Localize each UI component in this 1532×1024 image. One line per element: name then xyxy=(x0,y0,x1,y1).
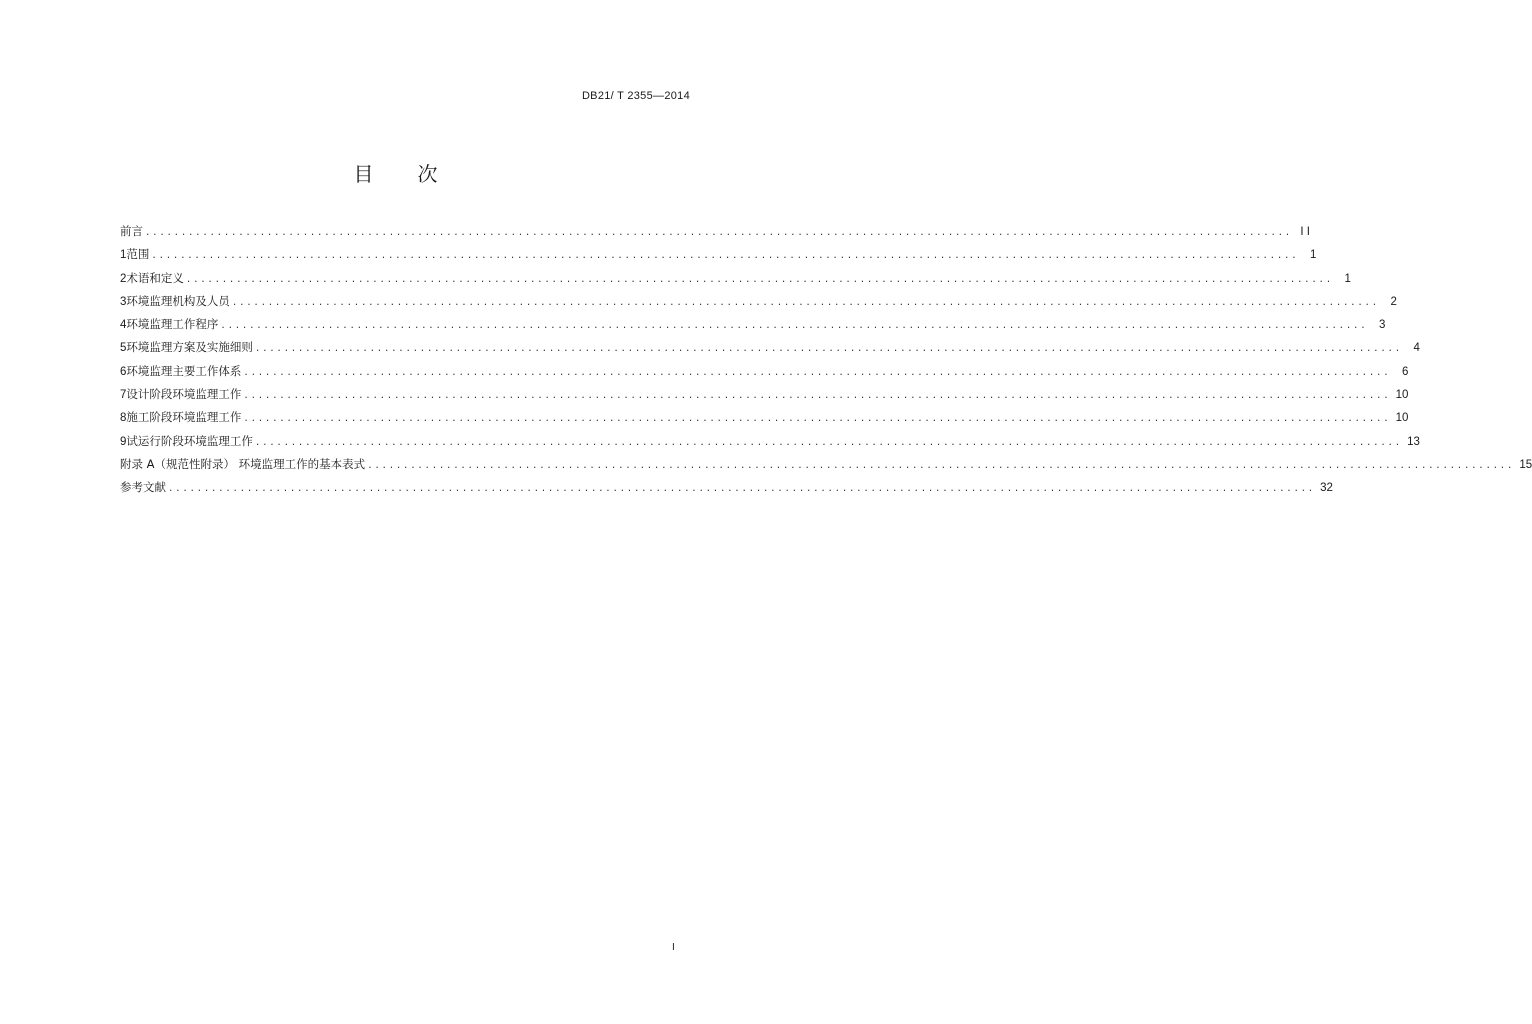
toc-entry-page: 6 xyxy=(1401,365,1409,378)
toc-entry-page: 13 xyxy=(1407,435,1420,448)
toc-entry-foreword[interactable] xyxy=(120,220,1310,243)
table-of-contents xyxy=(120,220,1532,500)
toc-dot-leader: ................................................................................................................................................................ xyxy=(151,251,1299,262)
toc-entry-number: 9 xyxy=(120,435,127,448)
toc-entry-label: 设计阶段环境监理工作 xyxy=(126,387,242,402)
toc-entry-page: 4 xyxy=(1413,342,1420,355)
toc-entry-page: 32 xyxy=(1320,482,1333,495)
toc-entry-references[interactable] xyxy=(120,476,1333,499)
toc-entry-number: 1 xyxy=(120,249,127,262)
toc-dot-leader: ................................................................................................................................................................ xyxy=(243,414,1391,425)
toc-entry-label: 范围 xyxy=(126,247,150,262)
toc-dot-leader: ................................................................................................................................................................ xyxy=(243,391,1391,402)
toc-title-char-1: 目 xyxy=(353,162,374,186)
toc-title-char-2: 次 xyxy=(417,162,438,186)
toc-entry-label: 环境监理方案及实施细则 xyxy=(126,340,253,355)
toc-entry-label: 环境监理工作程序 xyxy=(126,317,219,332)
toc-dot-leader: ................................................................................................................................................................ xyxy=(220,321,1368,332)
toc-entry-number: 2 xyxy=(120,272,127,285)
toc-dot-leader: ................................................................................................................................................................ xyxy=(168,484,1315,495)
toc-entry-label: 附录 A（规范性附录） 环境监理工作的基本表式 xyxy=(120,456,366,471)
toc-dot-leader: ................................................................................................................................................................ xyxy=(231,297,1379,308)
toc-dot-leader: ................................................................................................................................................................ xyxy=(367,460,1515,471)
toc-entry-1[interactable] xyxy=(120,243,1317,266)
toc-entry-label: 环境监理机构及人员 xyxy=(126,293,230,308)
toc-entry-number: 7 xyxy=(120,389,127,402)
toc-entry-label: 环境监理主要工作体系 xyxy=(126,363,242,378)
toc-entry-number: 3 xyxy=(120,295,127,308)
toc-entry-4[interactable] xyxy=(120,313,1386,336)
toc-dot-leader: ................................................................................................................................................................ xyxy=(254,344,1402,355)
toc-entry-number: 5 xyxy=(120,342,127,355)
toc-entry-5[interactable] xyxy=(120,336,1420,359)
toc-entry-label: 参考文献 xyxy=(120,480,166,495)
toc-entry-number: 4 xyxy=(120,319,127,332)
toc-entry-page: 10 xyxy=(1395,412,1409,425)
toc-entry-page: 10 xyxy=(1395,389,1409,402)
toc-dot-leader: ................................................................................................................................................................ xyxy=(243,367,1391,378)
toc-entry-9[interactable] xyxy=(120,430,1420,453)
toc-entry-page: 1 xyxy=(1344,272,1351,285)
toc-entry-label: 前言 xyxy=(120,224,143,238)
toc-entry-page: 2 xyxy=(1390,295,1397,308)
footer-page-number: I xyxy=(672,942,675,953)
toc-entry-page: I I xyxy=(1300,226,1310,238)
toc-dot-leader: ................................................................................................................................................................ xyxy=(145,228,1292,238)
toc-entry-label: 施工阶段环境监理工作 xyxy=(126,410,242,425)
toc-title xyxy=(0,158,791,187)
toc-entry-appendix-a[interactable] xyxy=(120,453,1532,476)
toc-entry-label: 试运行阶段环境监理工作 xyxy=(126,433,253,448)
toc-entry-number: 6 xyxy=(120,365,127,378)
toc-entry-page: 15 xyxy=(1519,458,1532,471)
toc-entry-page: 3 xyxy=(1378,319,1386,332)
toc-entry-label: 术语和定义 xyxy=(126,270,184,285)
toc-entry-2[interactable] xyxy=(120,267,1351,290)
toc-entry-page: 1 xyxy=(1309,249,1317,262)
toc-entry-number: 8 xyxy=(120,412,127,425)
toc-dot-leader: ................................................................................................................................................................ xyxy=(254,437,1402,448)
toc-entry-6[interactable] xyxy=(120,360,1409,383)
toc-entry-8[interactable] xyxy=(120,406,1409,429)
document-code: DB21/ T 2355—2014 xyxy=(581,90,690,102)
toc-entry-7[interactable] xyxy=(120,383,1409,406)
toc-entry-3[interactable] xyxy=(120,290,1397,313)
toc-dot-leader: ................................................................................................................................................................ xyxy=(185,274,1333,285)
